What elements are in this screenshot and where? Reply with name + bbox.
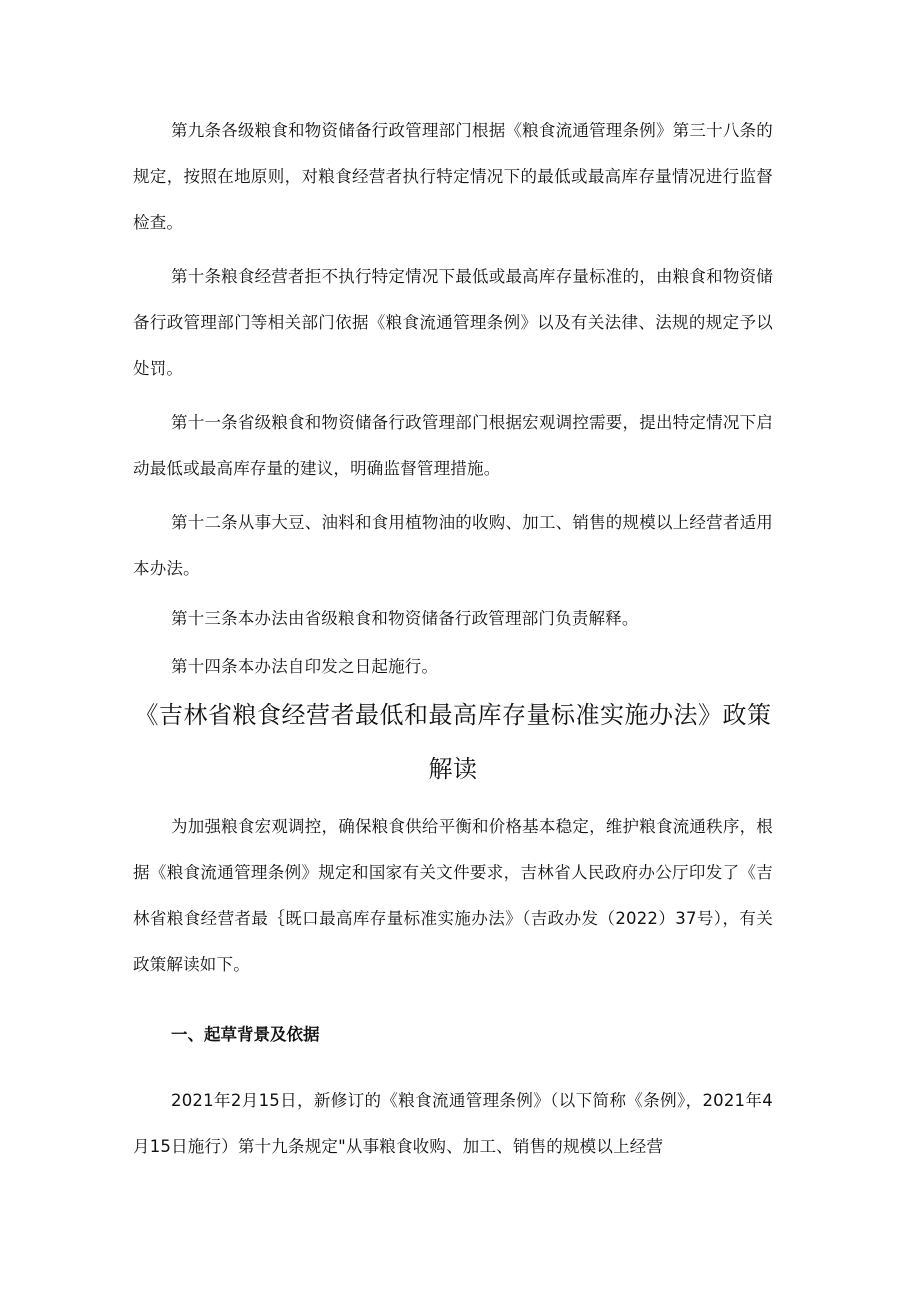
- article-10: 第十条粮食经营者拒不执行特定情况下最低或最高库存量标准的，由粮食和物资储备行政管理部门等相关部门依据《粮食流通管理条例》以及有关法律、法规的规定予以处罚。: [133, 267, 773, 378]
- article-13: 第十三条本办法由省级粮食和物资储备行政管理部门负责解释。: [171, 609, 639, 628]
- article-9: 第九条各级粮食和物资储备行政管理部门根据《粮食流通管理条例》第三十八条的规定，按照在地原则，对粮食经营者执行特定情况下的最低或最高库存量情况进行监督检查。: [133, 121, 773, 232]
- article-14: 第十四条本办法自印发之日起施行。: [171, 657, 439, 676]
- section-heading-background: 一、起草背景及依据: [171, 1025, 320, 1044]
- document-title: 《吉林省粮食经营者最低和最高库存量标准实施办法》政策解读: [134, 701, 772, 783]
- intro-paragraph: 为加强粮食宏观调控，确保粮食供给平衡和价格基本稳定，维护粮食流通秩序，根据《粮食流通管理条例》规定和国家有关文件要求，吉林省人民政府办公厅印发了《吉林省粮食经营者最｛既口最高库存量标准实施办法》（吉政办发（2022）37号），有关政策解读如下。: [133, 817, 773, 974]
- section-background-body: 2021年2月15日，新修订的《粮食流通管理条例》（以下简称《条例》，2021年4月15日施行）第十九条规定"从事粮食收购、加工、销售的规模以上经营: [133, 1091, 773, 1156]
- article-12: 第十二条从事大豆、油料和食用植物油的收购、加工、销售的规模以上经营者适用本办法。: [133, 513, 773, 578]
- article-11: 第十一条省级粮食和物资储备行政管理部门根据宏观调控需要，提出特定情况下启动最低或最高库存量的建议，明确监督管理措施。: [133, 413, 773, 478]
